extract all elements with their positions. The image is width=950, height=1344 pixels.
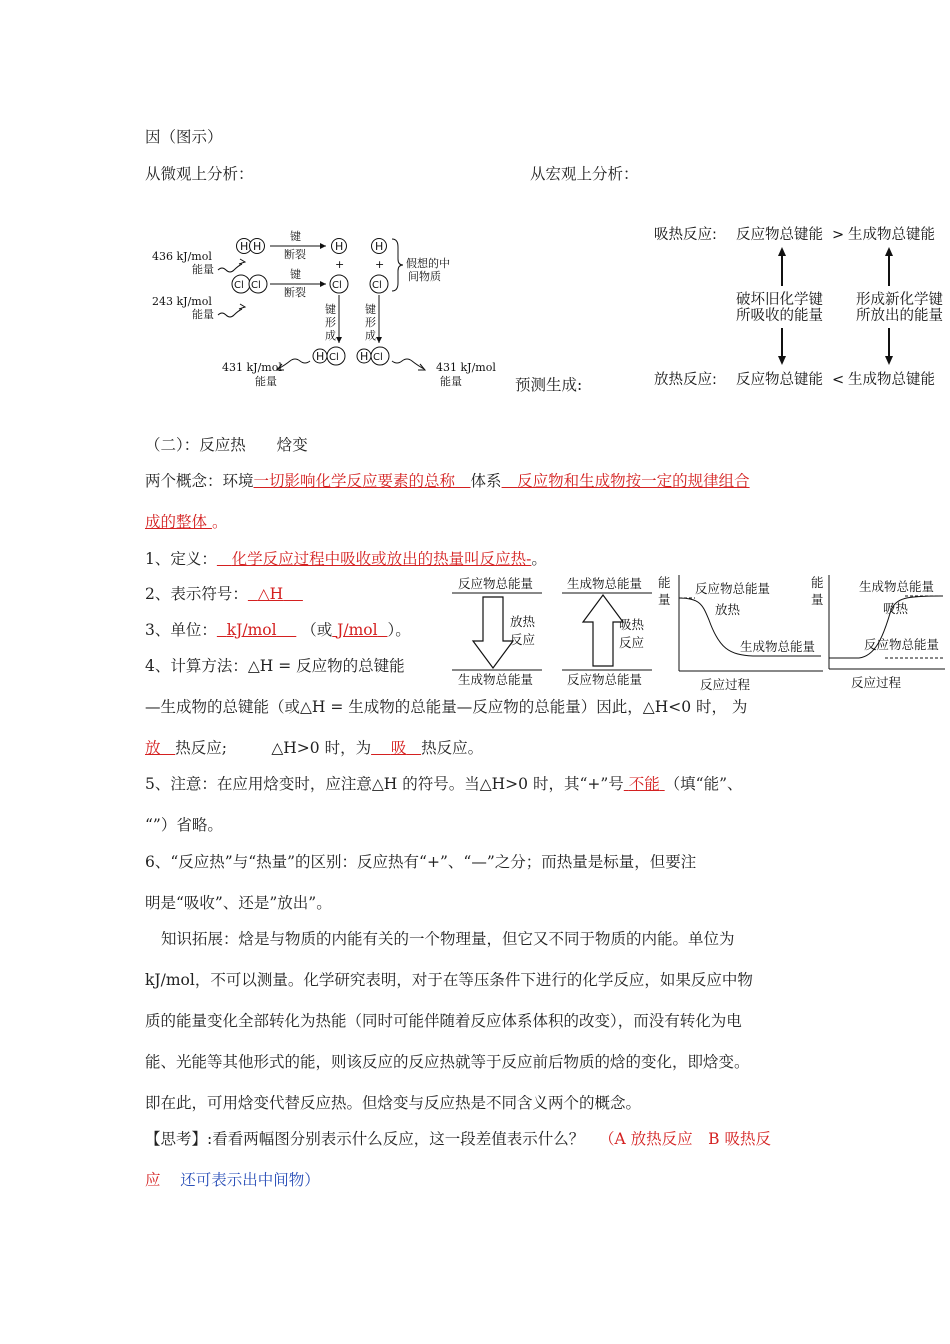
- extension-line-1: 知识拓展：焓是与物质的内能有关的一个物理量，但它又不同于物质的内能。单位为: [161, 930, 735, 948]
- macro-bond-energy-diagram: [652, 222, 948, 392]
- svg-text:量: 量: [658, 592, 671, 607]
- svg-text:断裂: 断裂: [284, 286, 306, 299]
- svg-text:Cl: Cl: [251, 280, 261, 291]
- svg-text:生成物总能量: 生成物总能量: [859, 579, 935, 594]
- svg-text:键: 键: [290, 230, 301, 243]
- svg-text:生成物总能量: 生成物总能量: [458, 672, 534, 687]
- svg-text:Cl: Cl: [372, 280, 382, 291]
- think-line-1: 【思考】:看看两幅图分别表示什么反应，这一段差值表示什么？ （A 放热反应 B 吸热反: [145, 1130, 771, 1148]
- svg-text:生成物总能量: 生成物总能量: [740, 639, 816, 654]
- env-answer: 一切影响化学反应要素的总称: [253, 472, 456, 490]
- svg-text:<: <: [832, 372, 845, 388]
- svg-text:成: 成: [365, 329, 376, 342]
- h-energy-unit: 能量: [192, 263, 214, 276]
- svg-text:Cl: Cl: [373, 352, 383, 363]
- svg-text:能量: 能量: [440, 375, 462, 388]
- svg-text:放热: 放热: [715, 602, 741, 617]
- svg-text:反应: 反应: [619, 635, 645, 650]
- svg-text:>: >: [832, 227, 845, 243]
- hcl-molecule-1: [313, 347, 345, 365]
- svg-text:键: 键: [325, 303, 336, 316]
- svg-text:H: H: [375, 240, 384, 253]
- line-cause: 因（图示）: [145, 128, 223, 146]
- svg-text:反应物总能量: 反应物总能量: [695, 581, 771, 596]
- item-difference-line-2: 明是“吸收”、还是”放出”。: [145, 894, 332, 912]
- svg-text:所吸收的能量: 所吸收的能量: [736, 308, 823, 324]
- item-difference-line-1: 6、“反应热”与“热量”的区别：反应热有“+”、“—”之分；而热量是标量，但要注: [145, 853, 697, 871]
- svg-text:反应物总能量: 反应物总能量: [567, 672, 643, 687]
- endo-up-arrow: [583, 595, 623, 666]
- svg-text:形成新化学键: 形成新化学键: [856, 292, 943, 308]
- item-definition: 1、定义： 化学反应过程中吸收或放出的热量叫反应热-。: [145, 550, 547, 568]
- svg-text:所放出的能量: 所放出的能量: [856, 308, 943, 324]
- svg-text:反应物总能量: 反应物总能量: [864, 637, 940, 652]
- micro-analysis-label: 从微观上分析：: [145, 165, 254, 183]
- item-calc-line-3: 放 热反应; △H>0 时，为 吸 热反应。: [145, 739, 484, 757]
- svg-text:形: 形: [365, 316, 376, 329]
- svg-text:间物质: 间物质: [408, 270, 441, 283]
- box-arrow-diagrams: [452, 574, 657, 690]
- item-calc-line-1: 4、计算方法：△H = 反应物的总键能: [145, 657, 405, 675]
- svg-text:Cl: Cl: [332, 280, 342, 291]
- exo-label: 放热反应:: [654, 372, 717, 388]
- svg-text:假想的中: 假想的中: [406, 257, 450, 270]
- svg-text:放热: 放热: [510, 614, 536, 629]
- svg-text:生成物总键能: 生成物总键能: [848, 227, 935, 243]
- two-concepts-line-2: 成的整体 。: [145, 513, 228, 531]
- svg-text:量: 量: [811, 592, 824, 607]
- svg-text:生成物总键能: 生成物总键能: [848, 372, 935, 388]
- svg-text:吸热: 吸热: [883, 601, 909, 616]
- energy-curve-diagrams: [655, 573, 947, 693]
- svg-text:形: 形: [325, 316, 336, 329]
- extension-line-4: 能、光能等其他形式的能，则该反应的反应热就等于反应前后物质的焓的变化，即焓变。: [145, 1053, 750, 1071]
- svg-text:反应物总键能: 反应物总键能: [736, 227, 823, 243]
- svg-text:H: H: [253, 240, 262, 253]
- extension-line-2: kJ/mol，不可以测量。化学研究表明，对于在等压条件下进行的化学反应，如果反应中物: [145, 971, 753, 989]
- svg-text:反应物总能量: 反应物总能量: [458, 576, 534, 591]
- svg-text:生成物总能量: 生成物总能量: [567, 576, 643, 591]
- svg-text:反应过程: 反应过程: [851, 675, 902, 690]
- svg-text:吸热: 吸热: [619, 617, 645, 632]
- h2-molecule: [237, 239, 265, 254]
- cl-energy: 243 kJ/mol: [152, 295, 212, 308]
- svg-text:反应: 反应: [510, 632, 536, 647]
- think-answer: （A 放热反应 B 吸热反: [599, 1130, 771, 1148]
- svg-text:断裂: 断裂: [284, 248, 306, 261]
- section-title: （二）：反应热 焓变: [145, 436, 308, 454]
- item-note-line-2: “”）省略。: [145, 816, 223, 834]
- svg-text:能: 能: [811, 575, 824, 590]
- cl-energy-unit: 能量: [192, 308, 214, 321]
- svg-text:Cl: Cl: [234, 280, 244, 291]
- svg-text:+: +: [335, 258, 345, 271]
- endo-label: 吸热反应:: [654, 227, 717, 243]
- svg-text:键: 键: [290, 268, 301, 281]
- h-energy: 436 kJ/mol: [152, 250, 212, 263]
- svg-text:键: 键: [365, 303, 376, 316]
- micro-bond-diagram: [140, 225, 510, 395]
- exo-down-arrow: [473, 597, 513, 668]
- svg-text:H: H: [360, 350, 369, 363]
- svg-text:H: H: [240, 240, 249, 253]
- hcl-molecule-2: [357, 347, 389, 365]
- svg-text:能: 能: [658, 575, 671, 590]
- svg-text:+: +: [375, 258, 385, 271]
- macro-analysis-label: 从宏观上分析：: [530, 165, 639, 183]
- item-note-line-1: 5、注意：在应用焓变时，应注意△H 的符号。当△H>0 时，其“+”号 不能 （填“能”、: [145, 775, 743, 793]
- svg-text:反应过程: 反应过程: [700, 677, 751, 692]
- svg-text:H: H: [335, 240, 344, 253]
- svg-text:431 kJ/mol: 431 kJ/mol: [222, 361, 282, 374]
- svg-text:能量: 能量: [255, 375, 277, 388]
- extension-line-3: 质的能量变化全部转化为热能（同时可能伴随着反应体系体积的改变），而没有转化为电: [145, 1012, 742, 1030]
- predict-label: 预测生成:: [515, 376, 583, 394]
- svg-text:反应物总键能: 反应物总键能: [736, 372, 823, 388]
- svg-text:Cl: Cl: [329, 352, 339, 363]
- item-unit: 3、单位： kJ/mol （或 J/mol ）。: [145, 621, 411, 639]
- sys-answer: 反应物和生成物按一定的规律组合: [517, 472, 750, 490]
- cl2-molecule: [232, 275, 267, 293]
- two-concepts-line: 两个概念：环境一切影响化学反应要素的总称 体系 反应物和生成物按一定的规律组合: [145, 472, 750, 490]
- item-symbol: 2、表示符号： △H: [145, 585, 284, 603]
- item-calc-line-2: —生成物的总键能（或△H = 生成物的总能量—反应物的总能量）因此，△H<0 时， 为: [145, 698, 748, 716]
- extension-line-5: 即在此，可用焓变代替反应热。但焓变与反应热是不同含义两个的概念。: [145, 1094, 642, 1112]
- svg-text:431 kJ/mol: 431 kJ/mol: [436, 361, 496, 374]
- svg-text:H: H: [316, 350, 325, 363]
- svg-text:成: 成: [325, 329, 336, 342]
- think-label: 【思考】: [145, 1130, 208, 1148]
- think-line-2: 应 还可表示出中间物）: [145, 1171, 320, 1189]
- svg-text:破坏旧化学键: 破坏旧化学键: [736, 292, 823, 308]
